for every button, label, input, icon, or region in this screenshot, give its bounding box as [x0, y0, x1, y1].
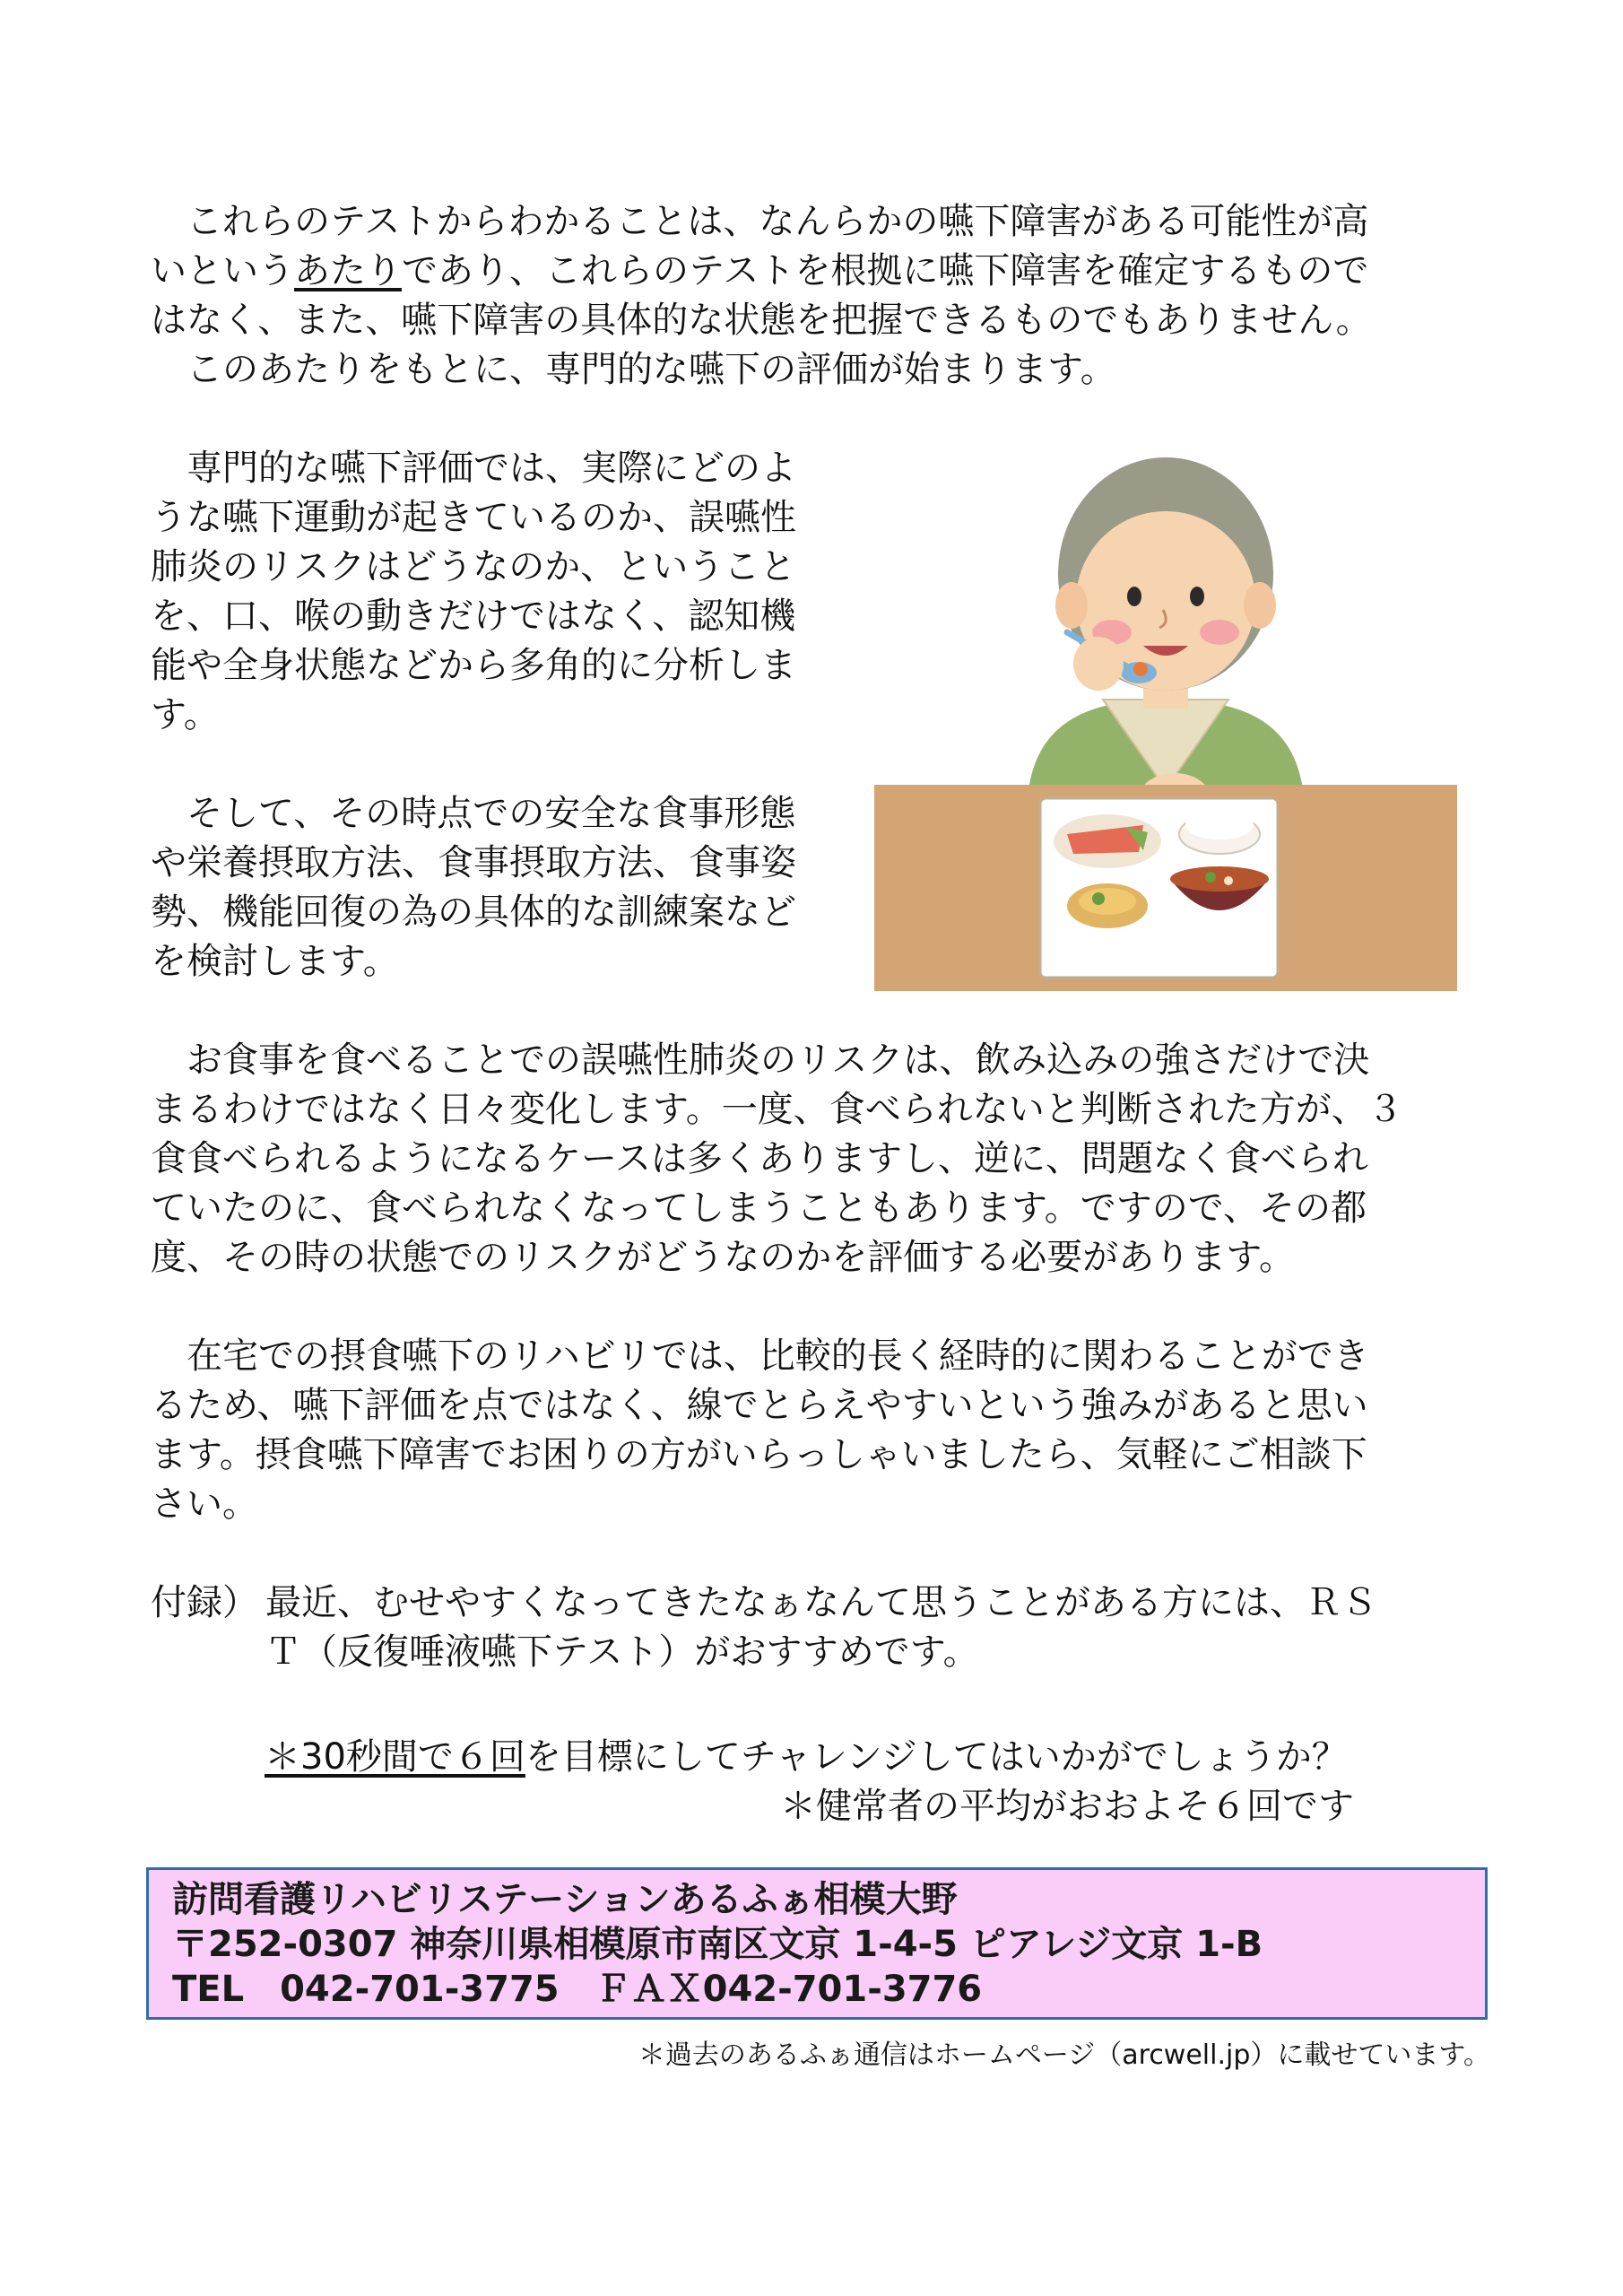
appendix-text: Ｔ（反復唾液嚥下テスト）がおすすめです。 [265, 1631, 979, 1673]
appendix-rsst [151, 1578, 1377, 1677]
text-line: ていたのに、食べられなくなってしまうこともあります。ですので、その都 [151, 1187, 1367, 1229]
organization-address: 〒252-0307 神奈川県相模原市南区文京 1-4-5 ピアレジ文京 1-B [172, 1924, 1263, 1965]
appendix-text: 最近、むせやすくなってきたなぁなんて思うことがある方には、ＲＳ [265, 1582, 1377, 1623]
text-line: はなく、また、嚥下障害の具体的な状態を把握できるものでもありません。 [151, 300, 1372, 341]
text-line: す。 [151, 694, 220, 735]
text-line: うな嚥下運動が起きているのか、誤嚥性 [151, 497, 796, 538]
text-line: さい。 [151, 1483, 258, 1525]
elderly-person-eating-meal-illustration [874, 430, 1457, 991]
paragraph-daily-risk [151, 1036, 1403, 1283]
challenge-goal: ＊30秒間で６回 [265, 1736, 525, 1778]
text-line: を検討します。 [151, 941, 399, 982]
text-line: るため、嚥下評価を点ではなく、線でとらえやすいという強みがあると思い [151, 1385, 1368, 1426]
challenge-line [265, 1733, 1348, 1782]
text-line: まるわけではなく日々変化します。一度、食べられないと判断された方が、３ [151, 1089, 1403, 1130]
paragraph-meal-plan [151, 789, 796, 987]
underlined-text: あたり [294, 250, 402, 291]
paragraph-test-results [151, 197, 1372, 395]
text-line: 肺炎のリスクはどうなのか、ということ [151, 546, 796, 587]
text-line: 専門的な嚥下評価では、実際にどのよ [151, 448, 796, 489]
text-line: 食食べられるようになるケースは多くありますし、逆に、問題なく食べられ [151, 1138, 1368, 1179]
contact-box [146, 1867, 1488, 2020]
text-line: ます。摂食嚥下障害でお困りの方がいらっしゃいましたら、気軽にご相談下 [151, 1434, 1367, 1475]
text-line: 在宅での摂食嚥下のリハビリでは、比較的長く経時的に関わることができ [151, 1335, 1369, 1377]
text-line: 度、その時の状態でのリスクがどうなのかを評価する必要があります。 [151, 1237, 1295, 1278]
text-fragment: いという [151, 250, 294, 291]
text-line: そして、その時点での安全な食事形態 [151, 793, 796, 834]
text-line [151, 247, 1372, 296]
appendix-label: 付録） [151, 1582, 258, 1623]
footnote-homepage: ＊過去のあるふぁ通信はホームページ（arcwell.jp）に載せています。 [638, 2039, 1490, 2071]
paragraph-professional-evaluation [151, 444, 796, 740]
organization-name: 訪問看護リハビリステーションあるふぁ相模大野 [172, 1879, 958, 1920]
text-line: 能や全身状態などから多角的に分析しま [151, 645, 796, 686]
text-line: これらのテストからわかることは、なんらかの嚥下障害がある可能性が高 [151, 201, 1369, 242]
paragraph-home-rehab [151, 1332, 1369, 1529]
text-line: このあたりをもとに、専門的な嚥下の評価が始まります。 [151, 349, 1116, 390]
challenge-text: を目標にしてチャレンジしてはいかがでしょうか？ [525, 1736, 1348, 1778]
text-line: や栄養摂取方法、食事摂取方法、食事姿 [151, 842, 796, 883]
text-line: 勢、機能回復の為の具体的な訓練案など [151, 891, 796, 933]
organization-phone: TEL 042-701-3775 ＦＡＸ042-701-3776 [172, 1969, 983, 2010]
average-note: ＊健常者の平均がおおよそ６回です [780, 1786, 1354, 1827]
text-fragment: であり、これらのテストを根拠に嚥下障害を確定するもので [402, 250, 1369, 291]
text-line: お食事を食べることでの誤嚥性肺炎のリスクは、飲み込みの強さだけで決 [151, 1039, 1370, 1081]
text-line: を、口、喉の動きだけではなく、認知機 [151, 596, 796, 637]
